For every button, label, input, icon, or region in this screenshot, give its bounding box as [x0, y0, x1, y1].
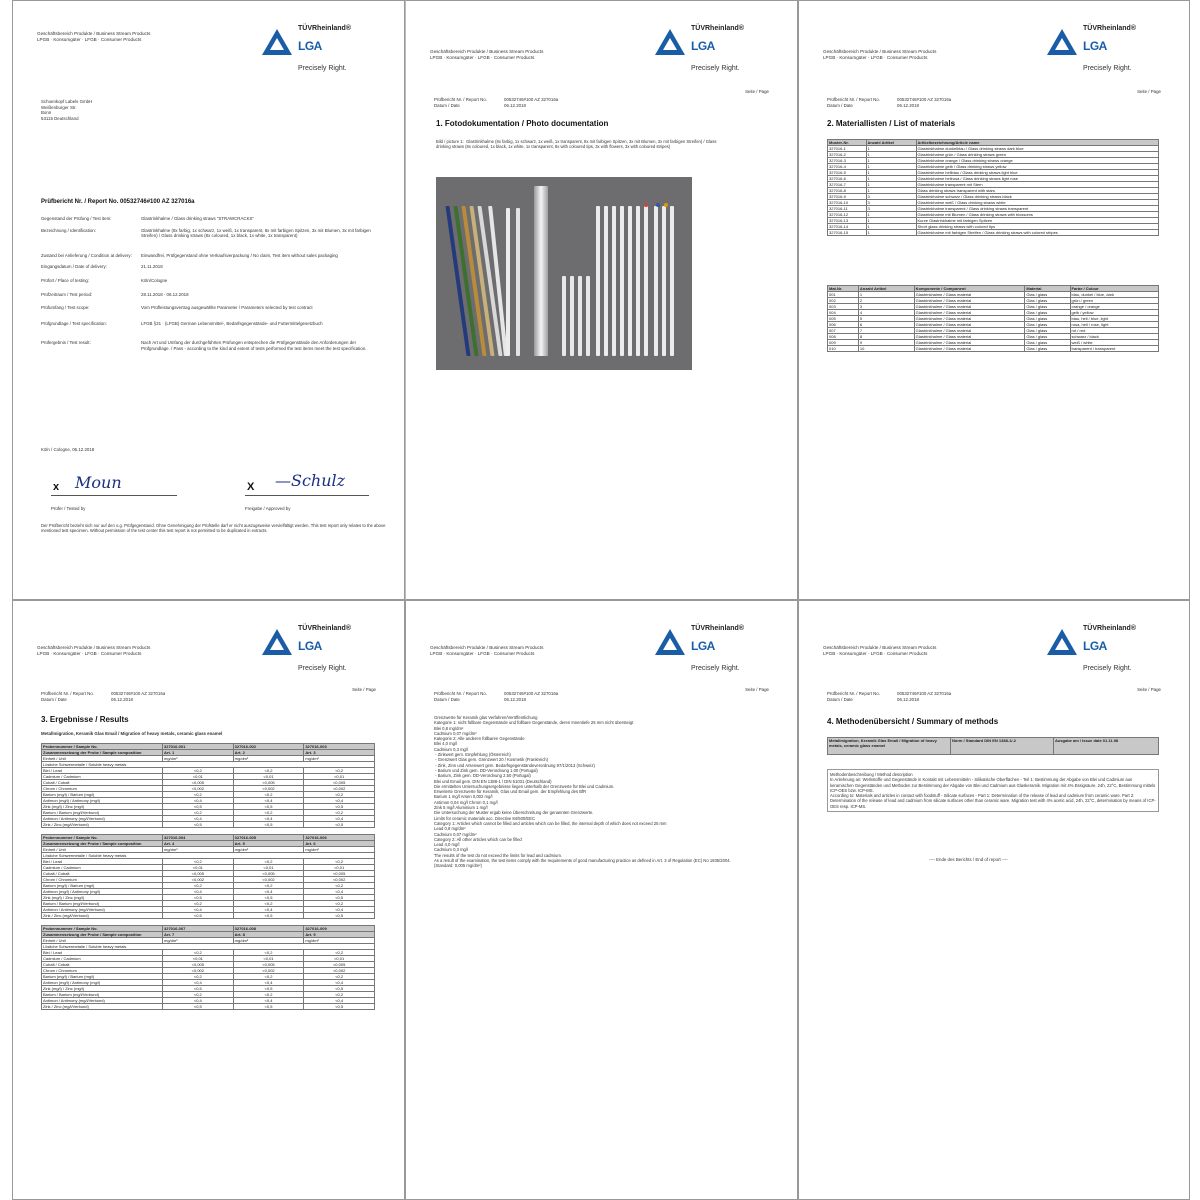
page-number: Seite / Page: [745, 687, 769, 692]
results-table: Probennummer / Sample No. 327016-001 327016-002 327016-003 Zusammensetzung der Probe / Sample composition Art. 1 Art. 2 Art. 3 Einheit / Unit mg/dm² mg/dm² mg/dm² Lösliche Schwermetalle / Soluble heavy metals Blei / Lead <0,2 <0,2 <0,2 Cadmium / Cadmium <0,01 <0,01 <0,01 Cobalt / Cobalt <0,005 <0,005 <0,005 Chrom / Chromium <0,002 <0,002 <0,002 Barium (mg/l) / Barium (mg/l) <0,2 <0,2 <0,2 Antimon (mg/l) / Antimony (mg/l) <0,4 <0,4 <0,4 Zink (mg/l) / Zinc (mg/l) <0,5 <0,5 <0,5 Barium / Barium (mg/l/Verbund) <0,2 <0,2 <0,2 Antimon / Antimony (mg/l/Verbund) <0,4 <0,4 <0,4 Zink / Zinc (mg/l/Verbund) <0,5 <0,5 <0,5: [41, 743, 375, 828]
table-cell: Glastrinkhalme weiß / Glass drinking straws white: [916, 200, 1158, 206]
straw-flower-1: [654, 206, 658, 356]
straw-clear-3: [516, 208, 520, 356]
table-row: Zink / Zinc (mg/l/Verbund) <0,5 <0,5 <0,5: [42, 1004, 375, 1010]
page-header: Geschäftsbereich Produkte / Business Stream Products LPGB · Konsumgüter · LFGB · Consumer Products: [37, 645, 151, 656]
table-cell: Glastrinkhalme / Glass material: [914, 304, 1025, 310]
table-header: Mat.Nr.: [828, 286, 859, 292]
table-cell: Glastrinkhalme orange / Glass drinking straws orange: [916, 158, 1158, 164]
table-cell: 001: [828, 292, 859, 298]
straw-clear-2: [506, 208, 510, 356]
table-row: Cadmium / Cadmium <0,01 <0,01 <0,01: [42, 865, 375, 871]
table-cell: 327016-13: [828, 218, 867, 224]
table-cell: Glas / glass: [1025, 292, 1070, 298]
table-header: Anzahl Artikel: [858, 286, 914, 292]
page-header: Geschäftsbereich Produkte / Business Stream Products LPGB · Konsumgüter · LFGB · Consumer Products: [823, 49, 937, 60]
table-row: Chrom / Chromium <0,002 <0,002 <0,002: [42, 877, 375, 883]
table-cell: Glastrinkhalme / Glass material: [914, 298, 1025, 304]
table-header: Material: [1025, 286, 1070, 292]
report-page-5: [405, 600, 798, 1200]
table-cell: 327016-2: [828, 152, 867, 158]
straw-short-1: [562, 276, 566, 356]
table-cell: 327016-11: [828, 206, 867, 212]
table-cell: 005: [828, 316, 859, 322]
table-cell: Glass drinking straws transparent with stars: [916, 188, 1158, 194]
results-table: Probennummer / Sample No. 327016-007 327016-008 327016-009 Zusammensetzung der Probe / Sample composition Art. 7 Art. 8 Art. 9 Einheit / Unit mg/dm² mg/dm² mg/dm² Lösliche Schwermetalle / Soluble heavy metals Blei / Lead <0,2 <0,2 <0,2 Cadmium / Cadmium <0,01 <0,01 <0,01 Cobalt / Cobalt <0,005 <0,005 <0,005 Chrom / Chromium <0,002 <0,002 <0,002 Barium (mg/l) / Barium (mg/l) <0,2 <0,2 <0,2 Antimon (mg/l) / Antimony (mg/l) <0,4 <0,4 <0,4 Zink (mg/l) / Zinc (mg/l) <0,5 <0,5 <0,5 Barium / Barium (mg/l/Verbund) <0,2 <0,2 <0,2 Antimon / Antimony (mg/l/Verbund) <0,4 <0,4 <0,4 Zink / Zinc (mg/l/Verbund) <0,5 <0,5 <0,5: [41, 925, 375, 1010]
table-cell: 9: [858, 340, 914, 346]
straw-tipped-4: [620, 206, 624, 356]
signature-mark-1: x: [53, 481, 60, 493]
table-cell: Glas / glass: [1025, 340, 1070, 346]
straw-tipped-3: [612, 206, 616, 356]
report-meta: Prüfbericht Nr. / Report No. 00532746#100 AZ 327016a Datum / Date 06.12.2018: [827, 691, 952, 702]
table-cell: 327016-3: [828, 158, 867, 164]
straw-short-4: [586, 276, 590, 356]
results-subtitle: Metallmigration, Keramik Glas Email / Migration of heavy metals, ceramic glass enamel: [41, 731, 223, 736]
table-cell: 1: [858, 292, 914, 298]
table-cell: Glastrinkhalme / Glass material: [914, 316, 1025, 322]
table-header: Artikelbezeichnung/Article name: [916, 140, 1158, 146]
table-cell: Glastrinkhalme grün / Glass drinking straws green: [916, 152, 1158, 158]
place-date: Köln / Cologne, 06.12.2018: [41, 447, 95, 452]
table-cell: Glas / glass: [1025, 334, 1070, 340]
signature-name-1: Prüfer / Tested by: [51, 506, 86, 511]
table-row: [828, 346, 1159, 352]
table-cell: gelb / yellow: [1070, 310, 1158, 316]
table-row: Zink / Zinc (mg/l/Verbund) <0,5 <0,5 <0,5: [42, 822, 375, 828]
table-cell: 1: [866, 224, 916, 230]
table-cell: Glastrinkhalme / Glass material: [914, 310, 1025, 316]
table-cell: Glastrinkhalme / Glass material: [914, 346, 1025, 352]
table-row: Blei / Lead <0,2 <0,2 <0,2: [42, 768, 375, 774]
report-page-3: [798, 0, 1190, 600]
legal-footer: Der Prüfbericht bezieht sich nur auf den o.g. Prüfgegenstand. Ohne Genehmigung der Prüfstelle darf er nicht auszugsweise vervielfältigt werden. This test report only relates to the above mentioned test specimen. Without permission of the test center this test report is not permitted to be duplicated in extracts.: [41, 523, 387, 534]
table-cell: 7: [858, 328, 914, 334]
photo-caption: Bild / picture 1: Glastrinkhalme (8x farbig, 1x schwarz, 1x weiß, 1x transparent, 8x mit farbigen Spitzen, 3x mit Blumen, 3x mit farbigen Streifen) / Glass drinking straws (8x coloured, 1x black, 1x white, 1x transparent, 8x with coloured tips, 3x with flowers, 3x with coloured stripes): [436, 139, 718, 150]
table-cell: 6: [858, 322, 914, 328]
table-cell: Glastrinkhalme mit farbigen Streifen / Glass drinking straws with colored stripes: [916, 230, 1158, 236]
signature-mark-2: X: [247, 481, 255, 493]
straw-tipped-7: [644, 206, 648, 356]
straws-photo: [436, 177, 692, 370]
table-cell: 327016-8: [828, 188, 867, 194]
table-cell: Glas / glass: [1025, 310, 1070, 316]
page-header: Geschäftsbereich Produkte / Business Stream Products LPGB · Konsumgüter · LFGB · Consumer Products: [823, 645, 937, 656]
table-cell: weiß / white: [1070, 340, 1158, 346]
table-cell: 3: [866, 200, 916, 206]
report-number-title: Prüfbericht Nr. / Report No. 00532746#100 AZ 327016a: [41, 199, 195, 205]
straw-wide: [534, 186, 548, 356]
table-cell: 327016-12: [828, 212, 867, 218]
signature-line-1: [51, 495, 177, 496]
table-cell: blau, hell / blue, light: [1070, 316, 1158, 322]
table-cell: 327016-9: [828, 194, 867, 200]
table-cell: Glastrinkhalme hellblau / Glass drinking straws light blue: [916, 170, 1158, 176]
page-header: Geschäftsbereich Produkte / Business Stream Products LPGB · Konsumgüter · LFGB · Consumer Products: [37, 31, 151, 42]
table-header: Muster-Nr.: [828, 140, 867, 146]
table-cell: 3: [866, 194, 916, 200]
tuv-triangle-icon: [1047, 29, 1077, 55]
table-cell: 009: [828, 340, 859, 346]
tuv-lga-logo: TÜVRheinland® LGA Precisely Right.: [262, 621, 382, 681]
table-row: Antimon (mg/l) / Antimony (mg/l) <0,4 <0,4 <0,4: [42, 980, 375, 986]
table-row: Cobalt / Cobalt <0,005 <0,005 <0,005: [42, 780, 375, 786]
report-details: Gegenstand der Prüfung / Test item: Glastrinkhalme / Glass drinking straws "STRAWCRACKS" Bezeichnung / Identification: Glastrinkhalme (8x farbig, 1x schwarz, 1x weiß, 1x transparent, 8x mit farbigen Spitzen, 3x mit Blumen, 3x mit farbigen Streifen) / Glass drinking straws (8x coloured, 1x black, 1x white, 1x transparent) Zustand bei Anlieferung / Condition at delivery: Einwandfrei, Prüfgegenstand ohne Verkaufsverpackung / No claim, Test item without sales packaging Eingangsdatum / Date of delivery: 21.11.2018 Prüfort / Place of testing: Köln/Cologne Prüfzeitraum / Test period: 28.11.2018 - 06.12.2018 Prüfumfang / Test scope: Vom Prüfleistungsvertrag ausgewählte Parameter / Parameters selected by test contract Prüfgrundlage / Test specification: LFGB §31 · (LFGB) German Lebensmittel-, Bedarfsgegenstände- und Futtermittelgesetzbuch Prüfergebnis / Test result: Nach Art und Umfang der durchgeführten Prüfungen entsprechen die Prüfgegenstände den Anforderungen der Prüfgrundlage. / Pass - according to the kind and extent of tests performed the test items meet the test specification.: [41, 216, 371, 351]
table-cell: 4: [858, 310, 914, 316]
table-cell: Glastrinkhalme mit Blumen / Glass drinking straws with blossoms: [916, 212, 1158, 218]
table-row: Barium / Barium (mg/l/Verbund) <0,2 <0,2 <0,2: [42, 992, 375, 998]
flower-blue-icon: [656, 203, 660, 207]
report-meta: Prüfbericht Nr. / Report No. 00532746#100 AZ 327016a Datum / Date 06.12.2018: [41, 691, 166, 702]
table-row: Barium / Barium (mg/l/Verbund) <0,2 <0,2 <0,2: [42, 901, 375, 907]
table-row: Cadmium / Cadmium <0,01 <0,01 <0,01: [42, 774, 375, 780]
page-header: Geschäftsbereich Produkte / Business Stream Products LPGB · Konsumgüter · LFGB · Consumer Products: [430, 645, 544, 656]
table-cell: 1: [866, 146, 916, 152]
page-number: Seite / Page: [1137, 89, 1161, 94]
straw-tipped-1: [596, 206, 600, 356]
table-cell: Glas / glass: [1025, 298, 1070, 304]
table-cell: 003: [828, 304, 859, 310]
signature-name-2: Freigabe / Approved by: [245, 506, 291, 511]
table-row: Cadmium / Cadmium <0,01 <0,01 <0,01: [42, 956, 375, 962]
table-cell: 008: [828, 334, 859, 340]
table-cell: 006: [828, 322, 859, 328]
table-cell: 1: [866, 230, 916, 236]
straw-short-3: [578, 276, 582, 356]
table-cell: Glastrinkhalme / Glass material: [914, 328, 1025, 334]
table-cell: Glas / glass: [1025, 346, 1070, 352]
limits-text: Grenzwerte für Keramik glas Verfahren/Veröffentlichung Kategorie 1: nicht füllbare Gegenstände und füllbare Gegenstände, deren Innentiefe 25 mm nicht übersteigt Blei 0,8 mg/dm² Cadmium 0,07 mg/dm² Kategorie 2: Alle anderen füllbaren Gegenstände Blei 4,0 mg/l Cadmium 0,3 mg/l - Zinkwert gem. Empfehlung (Österreich) - Grenzwert Glas gem. Grenzwert 20 / Kosmetik (Frankreich) - Zink, Zinn und Arsenwert gem. Bedarfsgegenständeverordnung 97/1/2013 (Schweiz) - Barium und Zink gem. DD-Verordnung 1.00 (Portugal) - Barium, Zink gem. DD-Verordnung 2.50 (Portugal) Blei und Email gem. DIN EN 1388-1 / DIN 51031 (Deutschland) Die ermittelten Untersuchungsergebnisse liegen unterhalb der Grenzwerte für Blei und Cadmium. Erweiterte Grenzwerte für Keramik, Glas und Email gem. der Empfehlung des BfR Barium 1 mg/l Arsen 0,002 mg/l Antimon 0,04 mg/l Chrom 0,1 mg/l Zink 5 mg/l Aluminium 1 mg/l Die Untersuchung der Muster ergab keine Überschreitung der genannten Grenzwerte. Limits for ceramic materials acc. Directive 84/500/EEC Category 1: Articles which cannot be filled and articles which can be filled, the internal depth of which does not exceed 25 mm Lead 0,8 mg/dm² Cadmium 0,07 mg/dm² Category 2: All other articles which can be filled Lead 4,0 mg/l Cadmium 0,3 mg/l The results of the test do not exceed the limits for lead and cadmium. As a result of the examination, the test items comply with the requirements of good manufacturing practice as defined in Art. 3 of Regulation (EC) No 1935/2004. (Standard: 0,005 mg/dm²): [434, 715, 731, 869]
table-cell: 327016-7: [828, 182, 867, 188]
table-row: Zink / Zinc (mg/l/Verbund) <0,5 <0,5 <0,5: [42, 913, 375, 919]
table-cell: 327016-6: [828, 176, 867, 182]
page-number: Seite / Page: [1137, 687, 1161, 692]
table-cell: 10: [858, 346, 914, 352]
table-row: Barium / Barium (mg/l/Verbund) <0,2 <0,2 <0,2: [42, 810, 375, 816]
table-cell: Short glass drinking straws with colored tips: [916, 224, 1158, 230]
material-list-table: [827, 285, 1159, 352]
table-row: Antimon (mg/l) / Antimony (mg/l) <0,4 <0,4 <0,4: [42, 798, 375, 804]
table-cell: Glastrinkhalme schwarz / Glass drinking straws black: [916, 194, 1158, 200]
report-meta: Prüfbericht Nr. / Report No. 00532746#100 AZ 327016a Datum / Date 06.12.2018: [827, 97, 952, 108]
table-row: Antimon / Antimony (mg/l/Verbund) <0,4 <0,4 <0,4: [42, 907, 375, 913]
table-cell: orange / orange: [1070, 304, 1158, 310]
table-cell: 1: [866, 188, 916, 194]
table-cell: Kurze Glastrinkhalme mit farbigen Spitzen: [916, 218, 1158, 224]
tuv-lga-logo: TÜVRheinland® LGA Precisely Right.: [655, 21, 775, 81]
page-number: Seite / Page: [352, 687, 376, 692]
table-cell: 007: [828, 328, 859, 334]
table-row: Cobalt / Cobalt <0,005 <0,005 <0,005: [42, 871, 375, 877]
table-cell: Glastrinkhalme / Glass material: [914, 340, 1025, 346]
table-cell: 1: [866, 158, 916, 164]
article-list-table: [827, 139, 1159, 236]
table-cell: grün / green: [1070, 298, 1158, 304]
table-header: Anzahl Artikel: [866, 140, 916, 146]
table-cell: 3: [866, 206, 916, 212]
table-cell: 1: [866, 182, 916, 188]
report-meta: Prüfbericht Nr. / Report No. 00532746#100 AZ 327016a Datum / Date 06.12.2018: [434, 691, 559, 702]
table-cell: Glas / glass: [1025, 316, 1070, 322]
methods-table: Metallmigration, Keramik Glas Email / Migration of heavy metals, ceramic glass enamel Norm / Standard DIN EN 1388-1/-2 Ausgabe am / Issue date 01.11.98: [827, 737, 1159, 755]
flower-yellow-icon: [664, 203, 668, 207]
tuv-triangle-icon: [262, 29, 292, 55]
tuv-triangle-icon: [262, 629, 292, 655]
table-cell: 010: [828, 346, 859, 352]
table-cell: Glas / glass: [1025, 304, 1070, 310]
table-row: Zink (mg/l) / Zinc (mg/l) <0,5 <0,5 <0,5: [42, 804, 375, 810]
table-cell: 3: [858, 304, 914, 310]
table-cell: rot / red: [1070, 328, 1158, 334]
table-row: Chrom / Chromium <0,002 <0,002 <0,002: [42, 786, 375, 792]
table-cell: 1: [866, 152, 916, 158]
section-title: 3. Ergebnisse / Results: [41, 715, 129, 724]
report-page-1: [12, 0, 405, 600]
straw-tipped-2: [604, 206, 608, 356]
table-header: Komponente / Component: [914, 286, 1025, 292]
section-title: 4. Methodenübersicht / Summary of methods: [827, 717, 999, 726]
table-cell: 1: [866, 212, 916, 218]
table-row: Blei / Lead <0,2 <0,2 <0,2: [42, 950, 375, 956]
table-row: Barium (mg/l) / Barium (mg/l) <0,2 <0,2 <0,2: [42, 883, 375, 889]
table-cell: 1: [866, 176, 916, 182]
report-page-2: [405, 0, 798, 600]
table-cell: 004: [828, 310, 859, 316]
table-header: Farbe / Colour: [1070, 286, 1158, 292]
straw-tipped-6: [636, 206, 640, 356]
report-meta: Prüfbericht Nr. / Report No. 00532746#100 AZ 327016a Datum / Date 06.12.2018: [434, 97, 559, 108]
signature-image-1: Moun: [75, 473, 122, 492]
table-cell: Glastrinkhalme transparent mit Stern: [916, 182, 1158, 188]
table-row: Antimon / Antimony (mg/l/Verbund) <0,4 <0,4 <0,4: [42, 998, 375, 1004]
table-row: Antimon (mg/l) / Antimony (mg/l) <0,4 <0,4 <0,4: [42, 889, 375, 895]
table-cell: 327016-4: [828, 164, 867, 170]
table-cell: 1: [866, 218, 916, 224]
table-cell: blau, dunkel / blue, dark: [1070, 292, 1158, 298]
table-cell: 8: [858, 334, 914, 340]
signature-line-2: [245, 495, 369, 496]
table-row: Blei / Lead <0,2 <0,2 <0,2: [42, 859, 375, 865]
results-tables: [41, 743, 375, 1016]
tuv-lga-logo: TÜVRheinland® LGA Precisely Right.: [1047, 621, 1167, 681]
straw-tipped-5: [628, 206, 632, 356]
table-cell: Glastrinkhalme dunkelblau / Glass drinking straws dark blue: [916, 146, 1158, 152]
methods-description: Methodenbeschreibung / Method description In Anlehnung an: Werkstoffe und Gegenstände in Kontakt mit Lebensmitteln - Silikatische Oberflächen - Teil 1: Bestimmung der Abgabe von Blei und Cadmium aus keramischen Gegenständen und Methoden zur Bestimmung der Abgabe von Blei und Cadmium aus Glaskeramik. Migration mit 4% Essigsäure, 24h, 22°C, Bestimmung mittels ICP-OES bzw. ICP-MS. According to: Materials and articles in contact with foodstuff - Silicate surfaces - Part 1: Determination of the release of lead and cadmium from ceramic ware. Part 2: Determination of the release of lead and cadmium from silicate surfaces other than ceramic ware. Migration test with 4% acetic acid, 24h, 22°C, determination by means of ICP-OES resp. ICP-MS.: [827, 769, 1159, 812]
report-page-4: [12, 600, 405, 1200]
tuv-lga-logo: TÜVRheinland® LGA Precisely Right.: [655, 621, 775, 681]
page-header: Geschäftsbereich Produkte / Business Stream Products LPGB · Konsumgüter · LFGB · Consumer Products: [430, 49, 544, 60]
tuv-lga-logo: TÜVRheinland® LGA Precisely Right.: [262, 21, 382, 81]
recipient-address: Schoenkopf Labels GmbH Weißenburger Str. Bonn 53115 Deutschland: [41, 99, 93, 121]
table-cell: Glastrinkhalme hellrosa / Glass drinking straws light rose: [916, 176, 1158, 182]
signature-image-2: —Schulz: [275, 471, 346, 490]
table-cell: 2: [858, 298, 914, 304]
tuv-triangle-icon: [655, 629, 685, 655]
table-cell: 327016-1: [828, 146, 867, 152]
table-cell: schwarz / black: [1070, 334, 1158, 340]
table-row: [828, 230, 1159, 236]
table-cell: Glastrinkhalme gelb / Glass drinking straws yellow: [916, 164, 1158, 170]
end-of-report: ---- Ende des Berichts / End of report ----: [929, 857, 1008, 862]
table-row: Barium (mg/l) / Barium (mg/l) <0,2 <0,2 <0,2: [42, 792, 375, 798]
table-row: Barium (mg/l) / Barium (mg/l) <0,2 <0,2 <0,2: [42, 974, 375, 980]
table-cell: 327016-14: [828, 224, 867, 230]
table-cell: Glas / glass: [1025, 328, 1070, 334]
table-cell: 327016-10: [828, 200, 867, 206]
table-cell: Glastrinkhalme transparent / Glass drinking straws transparent: [916, 206, 1158, 212]
section-title: 2. Materiallisten / List of materials: [827, 119, 956, 128]
tuv-triangle-icon: [1047, 629, 1077, 655]
flower-red-icon: [644, 203, 648, 207]
table-cell: 1: [866, 164, 916, 170]
tuv-lga-logo: TÜVRheinland® LGA Precisely Right.: [1047, 21, 1167, 81]
straw-flower-2: [662, 206, 666, 356]
table-cell: 327016-15: [828, 230, 867, 236]
table-cell: 327016-5: [828, 170, 867, 176]
table-row: Antimon / Antimony (mg/l/Verbund) <0,4 <0,4 <0,4: [42, 816, 375, 822]
table-cell: rosa, hell / rose, light: [1070, 322, 1158, 328]
table-cell: Glastrinkhalme / Glass material: [914, 292, 1025, 298]
report-page-6: [798, 600, 1190, 1200]
table-row: Zink (mg/l) / Zinc (mg/l) <0,5 <0,5 <0,5: [42, 986, 375, 992]
table-row: Zink (mg/l) / Zinc (mg/l) <0,5 <0,5 <0,5: [42, 895, 375, 901]
tuv-triangle-icon: [655, 29, 685, 55]
table-row: Chrom / Chromium <0,002 <0,002 <0,002: [42, 968, 375, 974]
section-title: 1. Fotodokumentation / Photo documentation: [436, 119, 609, 128]
table-row: Cobalt / Cobalt <0,005 <0,005 <0,005: [42, 962, 375, 968]
table-cell: transparent / transparent: [1070, 346, 1158, 352]
results-table: Probennummer / Sample No. 327016-004 327016-005 327016-006 Zusammensetzung der Probe / Sample composition Art. 4 Art. 5 Art. 6 Einheit / Unit mg/dm² mg/dm² mg/dm² Lösliche Schwermetalle / Soluble heavy metals Blei / Lead <0,2 <0,2 <0,2 Cadmium / Cadmium <0,01 <0,01 <0,01 Cobalt / Cobalt <0,005 <0,005 <0,005 Chrom / Chromium <0,002 <0,002 <0,002 Barium (mg/l) / Barium (mg/l) <0,2 <0,2 <0,2 Antimon (mg/l) / Antimony (mg/l) <0,4 <0,4 <0,4 Zink (mg/l) / Zinc (mg/l) <0,5 <0,5 <0,5 Barium / Barium (mg/l/Verbund) <0,2 <0,2 <0,2 Antimon / Antimony (mg/l/Verbund) <0,4 <0,4 <0,4 Zink / Zinc (mg/l/Verbund) <0,5 <0,5 <0,5: [41, 834, 375, 919]
table-cell: Glastrinkhalme / Glass material: [914, 322, 1025, 328]
table-cell: 002: [828, 298, 859, 304]
table-cell: Glastrinkhalme / Glass material: [914, 334, 1025, 340]
page-number: Seite / Page: [745, 89, 769, 94]
straw-short-2: [570, 276, 574, 356]
straw-stripe: [670, 206, 674, 356]
table-cell: Glas / glass: [1025, 322, 1070, 328]
table-cell: 1: [866, 170, 916, 176]
table-cell: 5: [858, 316, 914, 322]
